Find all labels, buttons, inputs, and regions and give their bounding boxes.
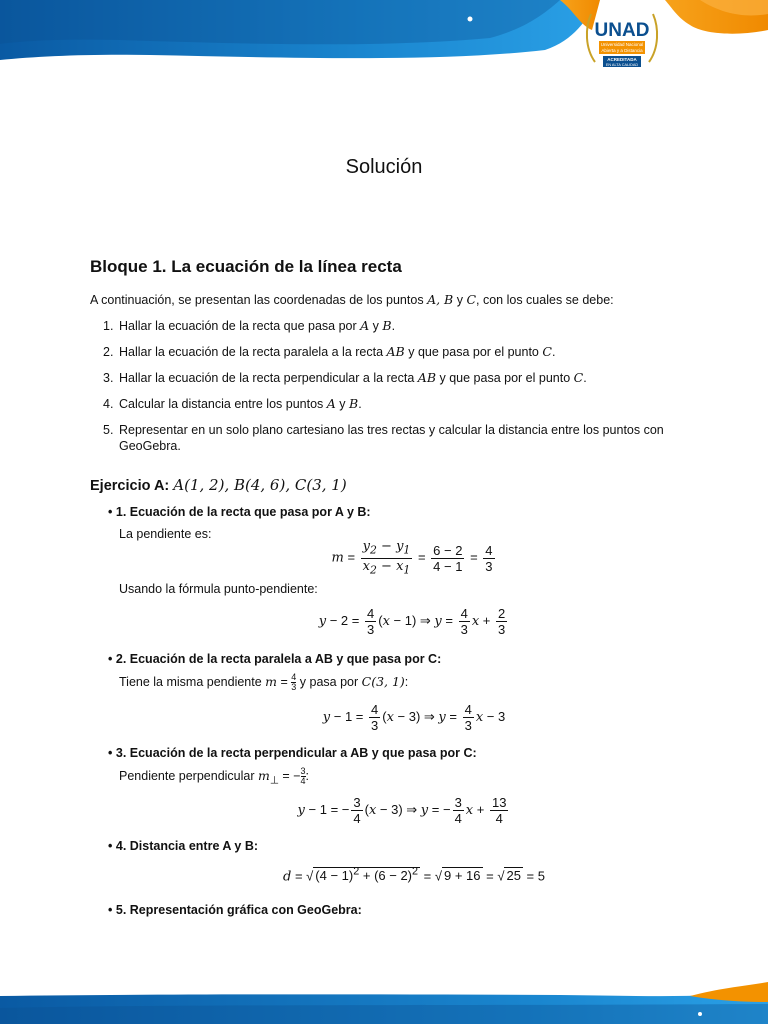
task-list: [90, 318, 690, 464]
footer-waves: [0, 968, 768, 1024]
exercise-points: A(1, 2), B(4, 6), C(3, 1): [173, 476, 347, 494]
intro-points: A, B: [427, 292, 454, 307]
task-item: [90, 396, 690, 412]
parallel-slope-line: Tiene la misma pendiente m = $\frac{4}{3}$ y pasa por C(3, 1):: [119, 672, 409, 692]
exercise-item-5-title: • 5. Representación gráfica con GeoGebra:: [108, 903, 362, 917]
exercise-item-2-title: • 2. Ecuación de la recta paralela a AB y que pasa por C:: [108, 652, 442, 666]
unad-logo: [583, 8, 661, 74]
intro-paragraph: [90, 292, 614, 307]
svg-text:EN ALTA CALIDAD: EN ALTA CALIDAD: [605, 63, 639, 67]
task-text: y que pasa por el punto: [439, 371, 571, 385]
intro-prefix: A continuación, se presentan las coordenadas de los puntos: [90, 293, 424, 307]
task-end: .: [391, 319, 396, 333]
task-math: A: [360, 318, 370, 333]
task-math: C: [573, 370, 584, 385]
task-text: Hallar la ecuación de la recta que pasa por: [119, 319, 357, 333]
task-text: y que pasa por el punto: [408, 345, 539, 359]
footer-banner: [0, 968, 768, 1024]
intro-c: C: [466, 292, 477, 307]
slope-intro: La pendiente es:: [119, 527, 212, 541]
intro-y: y: [456, 293, 463, 307]
parallel-line-equation: y − 1 = $\frac{4}{3}$ (x − 3) ⇒ y = $\frac{4}{3}$ x − 3: [322, 702, 506, 733]
task-math: A: [326, 396, 336, 411]
task-number: 1.: [103, 319, 114, 333]
logo-text: UNAD: [594, 20, 650, 41]
exercise-item-1-title: • 1. Ecuación de la recta que pasa por A y B:: [108, 505, 371, 519]
exercise-item-4-title: • 4. Distancia entre A y B:: [108, 839, 259, 853]
task-end: .: [551, 345, 556, 359]
block-heading: Bloque 1. La ecuación de la línea recta: [90, 257, 402, 276]
distance-equation: d = √ $(4 - 1)^2 + (6 - 2)^2$ = √ 9 + 16 = √ 25 = 5: [283, 866, 545, 885]
header-banner: [0, 0, 768, 95]
task-item: [90, 318, 690, 334]
task-number: 5.: [103, 423, 114, 437]
task-text: Representar en un solo plano cartesiano las tres rectas y calcular la distancia entre los puntos con GeoGebra.: [119, 423, 664, 453]
task-math: B: [349, 396, 359, 411]
task-end: .: [358, 397, 362, 411]
page-title: Solución: [345, 156, 423, 178]
point-slope-intro: Usando la fórmula punto-pendiente:: [119, 582, 318, 596]
task-text: y: [339, 397, 346, 411]
slope-equation: m = $\frac{y_2 - y_1}{x_2 - x_1}$ = $\frac{6 - 2}{4 - 1}$ = $\frac{4}{3}$: [331, 539, 493, 577]
svg-text:Abierta y a Distancia: Abierta y a Distancia: [601, 48, 643, 53]
task-math: AB: [386, 344, 405, 359]
task-item: [90, 370, 690, 386]
exercise-item-3-title: • 3. Ecuación de la recta perpendicular a AB y que pasa por C:: [108, 746, 477, 760]
svg-text:Universidad Nacional: Universidad Nacional: [600, 42, 644, 47]
task-text: y: [372, 319, 379, 333]
task-number: 2.: [103, 345, 114, 359]
perpendicular-slope-line: Pendiente perpendicular $m_\perp$ = − $\frac{3}{4}$ :: [119, 766, 309, 787]
task-item: [90, 422, 690, 454]
svg-text:ACREDITADA: ACREDITADA: [607, 57, 637, 62]
task-text: Calcular la distancia entre los puntos: [119, 397, 324, 411]
task-text: Hallar la ecuación de la recta perpendicular a la recta: [119, 371, 415, 385]
perpendicular-line-equation: y − 1 = − $\frac{3}{4}$ (x − 3) ⇒ y = − $\frac{3}{4}$ x + $\frac{13}{4}$: [297, 795, 507, 826]
exercise-heading: [90, 476, 347, 494]
task-item: [90, 344, 690, 360]
task-math: C: [542, 344, 552, 359]
task-math: AB: [417, 370, 437, 385]
task-text: Hallar la ecuación de la recta paralela a la recta: [119, 345, 384, 359]
exercise-label: Ejercicio A:: [90, 478, 170, 494]
line-ab-equation: y − 2 = $\frac{4}{3}$ (x − 1) ⇒ y = $\frac{4}{3}$ x + $\frac{2}{3}$: [318, 606, 506, 637]
task-number: 3.: [103, 371, 114, 385]
task-end: .: [583, 371, 587, 385]
intro-suffix: , con los cuales se debe:: [476, 293, 614, 307]
task-math: B: [382, 318, 392, 333]
task-number: 4.: [103, 397, 114, 411]
